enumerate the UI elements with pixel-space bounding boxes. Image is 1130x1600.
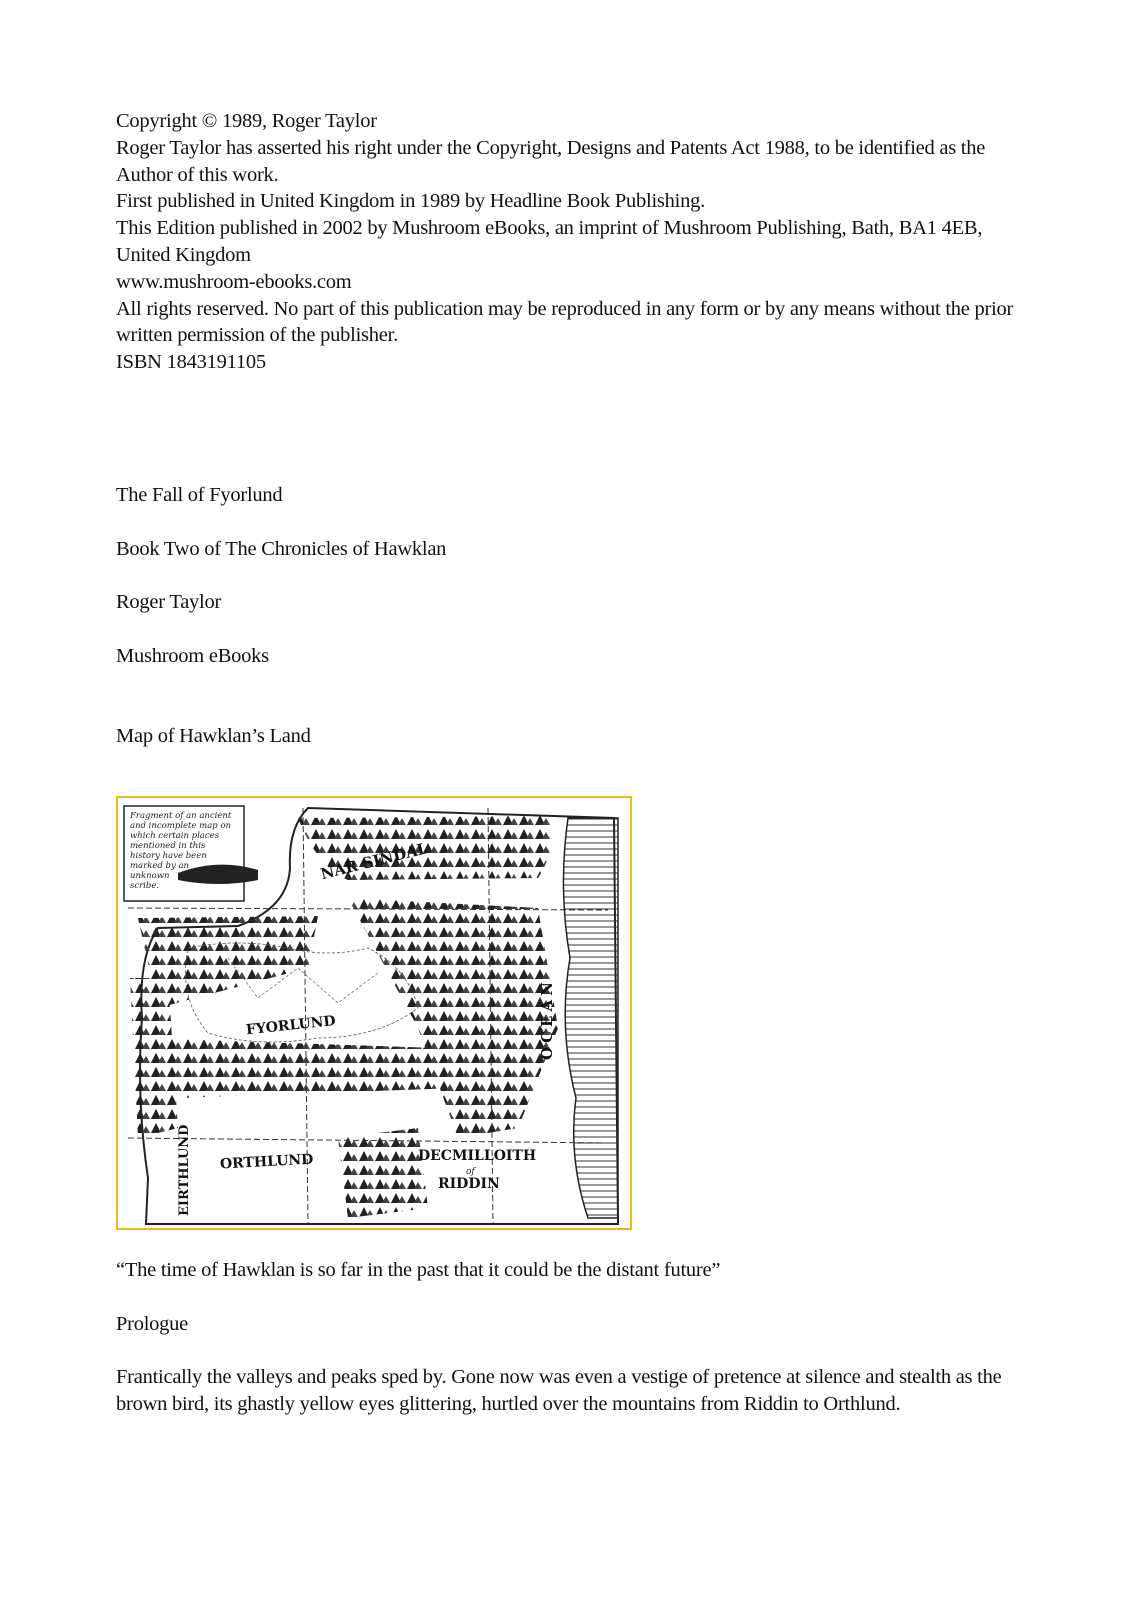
body-text bbox=[116, 1257, 1016, 1418]
map-legend-line-5: history have been bbox=[130, 851, 207, 861]
map-label-fyorlund: FYORLUND bbox=[245, 1013, 337, 1039]
copyright-block bbox=[116, 108, 1016, 750]
map-label-decmilloith: DECMILLOITH bbox=[418, 1148, 537, 1164]
rights-reserved-line: All rights reserved. No part of this publication may be reproduced in any form or by any means without the prior written permission of the publisher. bbox=[116, 297, 1014, 347]
map-label-eirthlund: EIRTHLUND bbox=[177, 1124, 192, 1216]
map-legend-line-4: mentioned in this bbox=[130, 841, 206, 851]
author-rights-line: Roger Taylor has asserted his right under the Copyright, Designs and Patents Act 1988, to be identified as the Author of this work. bbox=[116, 136, 986, 186]
map-label-orthlund: ORTHLUND bbox=[219, 1151, 314, 1173]
map-image bbox=[116, 796, 632, 1230]
edition-line: This Edition published in 2002 by Mushroom eBooks, an imprint of Mushroom Publishing, Bath, BA1 4EB, United Kingdom bbox=[116, 217, 983, 266]
map-legend-line-1: Fragment of an ancient bbox=[130, 811, 232, 821]
map-legend-line-3: which certain places bbox=[130, 831, 220, 841]
map-heading: Map of Hawklan’s Land bbox=[116, 725, 311, 748]
map-label-riddin: RIDDIN bbox=[438, 1176, 500, 1192]
map-legend-line-8: scribe. bbox=[130, 881, 160, 891]
book-title: The Fall of Fyorlund bbox=[116, 483, 283, 506]
prologue-heading: Prologue bbox=[116, 1312, 189, 1335]
map-legend-line-7: unknown bbox=[130, 871, 170, 881]
map-label-of: of bbox=[466, 1167, 475, 1177]
copyright-line: Copyright © 1989, Roger Taylor bbox=[116, 110, 377, 132]
isbn-line: ISBN 1843191105 bbox=[116, 351, 266, 374]
map-label-ocean: OCEAN bbox=[538, 978, 556, 1060]
title-block bbox=[116, 482, 1016, 750]
map-legend-line-2: and incomplete map on bbox=[130, 821, 232, 831]
book-publisher: Mushroom eBooks bbox=[116, 644, 269, 667]
epigraph-quote: “The time of Hawklan is so far in the past that it could be the distant future” bbox=[116, 1259, 721, 1281]
opening-paragraph: Frantically the valleys and peaks sped by. Gone now was even a vestige of pretence at silence and stealth as the brown bird, its ghastly yellow eyes glittering, hurtled over the mountains from Riddin to Orthlund. bbox=[116, 1366, 1002, 1415]
map-label-narsindal: NAR SINDAL bbox=[318, 839, 430, 884]
book-subtitle: Book Two of The Chronicles of Hawklan bbox=[116, 537, 447, 560]
website-line: www.mushroom-ebooks.com bbox=[116, 270, 352, 293]
first-published-line: First published in United Kingdom in 1989 by Headline Book Publishing. bbox=[116, 190, 705, 213]
map-illustration bbox=[118, 798, 630, 1228]
map-legend-line-6: marked by an bbox=[130, 861, 190, 871]
book-author: Roger Taylor bbox=[116, 591, 222, 614]
